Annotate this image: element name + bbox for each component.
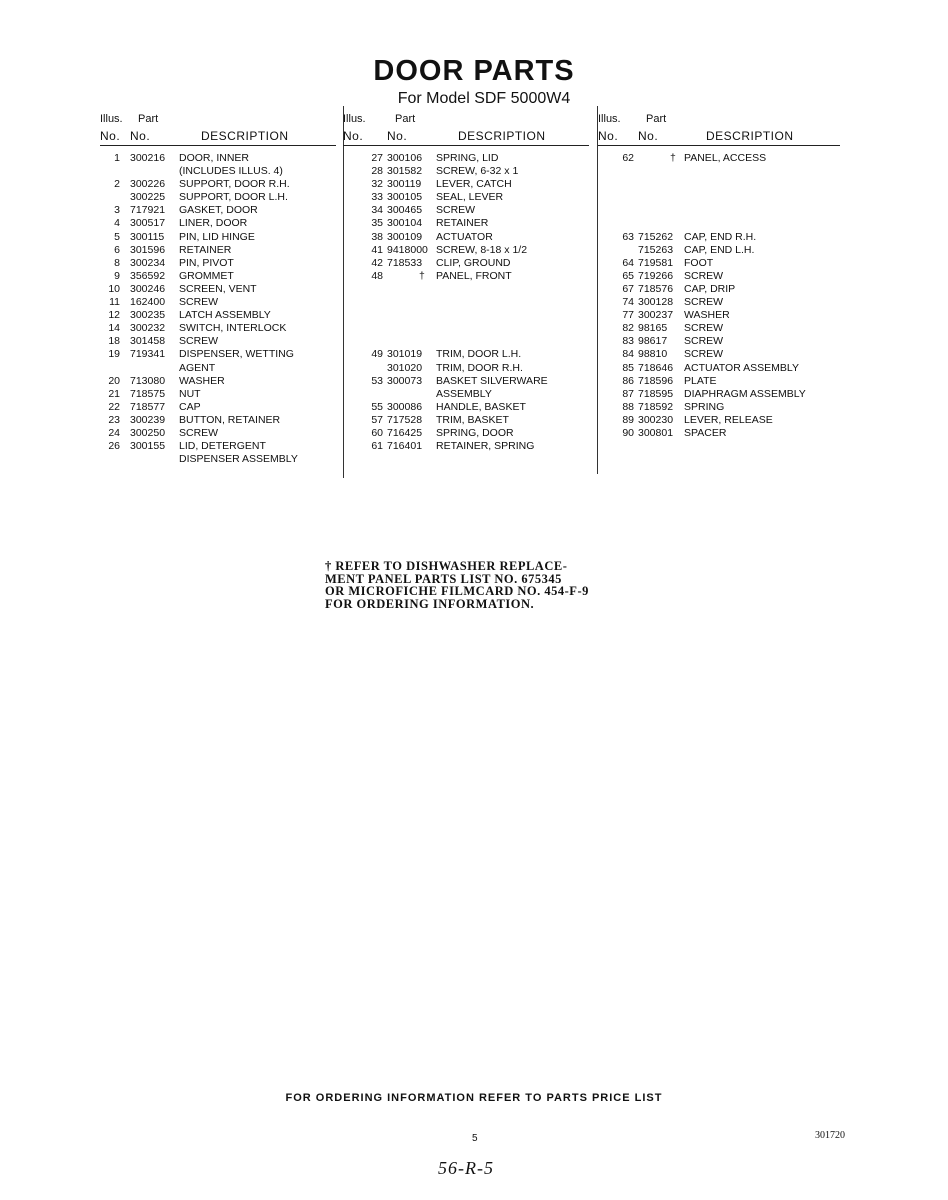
ordering-footer: FOR ORDERING INFORMATION REFER TO PARTS PRICE LIST [285, 1092, 663, 1104]
illus-no: 86 [622, 374, 634, 387]
table-row [343, 348, 589, 361]
part-no: 301020 [387, 361, 423, 374]
illus-no: 77 [622, 309, 634, 322]
part-description: CAP [179, 400, 201, 413]
part-description: SCREW [684, 322, 724, 335]
replacement-panel-note [325, 560, 625, 610]
part-description: SPRING, DOOR [436, 426, 514, 439]
part-description: LID, DETERGENT [179, 440, 266, 453]
illus-no: 21 [108, 387, 120, 400]
page-title: DOOR PARTS [373, 55, 575, 87]
part-no: 300155 [130, 440, 166, 453]
illus-no: 19 [108, 348, 120, 361]
illus-no: 64 [622, 256, 634, 269]
illus-no: 14 [108, 322, 120, 335]
illus-no: 18 [108, 335, 120, 348]
part-description: HANDLE, BASKET [436, 400, 526, 413]
illus-no: 11 [109, 296, 120, 309]
part-no: 718575 [130, 387, 166, 400]
part-no: 300246 [130, 282, 166, 295]
illus-no: 9 [114, 269, 120, 282]
part-description: ASSEMBLY [436, 387, 492, 400]
part-no: 300237 [638, 309, 674, 322]
table-row [100, 296, 336, 309]
illus-no: 26 [108, 440, 120, 453]
part-description: (INCLUDES ILLUS. 4) [179, 165, 283, 178]
illus-no: 3 [114, 204, 120, 217]
table-row [100, 231, 336, 244]
illus-no: 53 [371, 374, 383, 387]
part-description: SUPPORT, DOOR L.H. [179, 191, 288, 204]
illus-no: 35 [371, 217, 383, 230]
part-description: SCREW [684, 348, 724, 361]
part-header: Part [646, 113, 667, 125]
table-header [100, 111, 336, 146]
table-header [598, 111, 840, 146]
table-row [343, 165, 589, 178]
part-description: RETAINER, SPRING [436, 440, 535, 453]
part-description: SCREW [179, 426, 219, 439]
table-row [598, 204, 840, 217]
table-row [100, 204, 336, 217]
part-no: 300250 [130, 426, 166, 439]
part-description: ACTUATOR [436, 230, 493, 243]
illus-no: 6 [114, 243, 120, 256]
part-header: Part [138, 113, 159, 125]
illus-no: 38 [371, 230, 383, 243]
table-row [343, 335, 589, 348]
page-subtitle: For Model SDF 5000W4 [397, 90, 571, 107]
part-no: 300105 [387, 191, 423, 204]
illus-no: 4 [114, 217, 120, 230]
part-description: LINER, DOOR [179, 217, 248, 230]
part-description: GASKET, DOOR [179, 204, 258, 217]
part-no: 300104 [387, 217, 423, 230]
illus-no-header: No. [343, 129, 364, 143]
illus-no: 82 [622, 322, 634, 335]
note-line: OR MICROFICHE FILMCARD NO. 454-F-9 [325, 584, 589, 598]
illus-no: 28 [371, 165, 383, 178]
table-row [100, 244, 336, 257]
part-no: 718596 [638, 374, 674, 387]
table-row [598, 296, 840, 309]
illus-no: 62 [622, 152, 634, 164]
document-number: 301720 [815, 1130, 845, 1141]
part-description: TRIM, BASKET [436, 413, 509, 426]
part-description: AGENT [179, 361, 216, 374]
part-description: TRIM, DOOR R.H. [436, 361, 523, 374]
note-line: MENT PANEL PARTS LIST NO. 675345 [325, 571, 562, 586]
part-no: 300235 [130, 309, 166, 322]
part-no-header: No. [387, 129, 408, 143]
illus-no: 27 [371, 152, 383, 164]
part-no: 300239 [130, 413, 166, 426]
part-description: SUPPORT, DOOR R.H. [179, 178, 290, 191]
illus-no: 32 [371, 178, 383, 191]
description-header: DESCRIPTION [201, 129, 289, 143]
table-row [343, 283, 589, 296]
illus-no: 84 [622, 348, 634, 361]
illus-no: 8 [114, 256, 120, 269]
part-description: PIN, LID HINGE [179, 230, 255, 243]
table-row [100, 191, 336, 204]
part-no: 718533 [387, 256, 423, 269]
note-line: † REFER TO DISHWASHER REPLACE- [325, 559, 568, 573]
part-no: 718595 [638, 387, 674, 400]
illus-no: 10 [108, 282, 120, 295]
part-description: BUTTON, RETAINER [179, 413, 281, 426]
part-no: 719341 [130, 348, 166, 361]
table-row [343, 244, 589, 257]
table-row [100, 283, 336, 296]
part-no: 300086 [387, 400, 423, 413]
parts-table-column-2 [343, 111, 589, 453]
part-no: 716425 [387, 426, 423, 439]
table-row [343, 309, 589, 322]
illus-no: 74 [622, 296, 634, 309]
part-no: 300232 [130, 322, 166, 335]
description-header: DESCRIPTION [458, 129, 546, 143]
part-no: 300073 [387, 374, 423, 387]
parts-table-column-1 [100, 111, 336, 466]
part-description: SCREW [179, 296, 219, 309]
part-description: RETAINER [179, 243, 232, 256]
illus-no: 88 [622, 400, 634, 413]
part-description: NUT [179, 387, 201, 400]
part-no: 300230 [638, 413, 674, 426]
illus-header: Illus. [343, 113, 366, 125]
part-description: PANEL, FRONT [436, 269, 512, 282]
table-row [598, 414, 840, 427]
part-no: † [670, 152, 676, 164]
table-row [343, 401, 589, 414]
table-row [343, 440, 589, 453]
part-header: Part [395, 113, 416, 125]
illus-no: 57 [371, 413, 383, 426]
part-no: 300119 [387, 178, 422, 191]
part-description: RETAINER [436, 217, 489, 230]
part-no: 717528 [387, 413, 423, 426]
part-description: SEAL, LEVER [436, 191, 504, 204]
part-no: 162400 [130, 296, 166, 309]
part-no: 713080 [130, 374, 166, 387]
table-row [343, 217, 589, 230]
table-row [598, 270, 840, 283]
table-row [598, 283, 840, 296]
part-description: CLIP, GROUND [436, 256, 511, 269]
illus-no: 49 [371, 348, 383, 361]
table-row [598, 388, 840, 401]
table-row [598, 257, 840, 270]
part-description: SPRING, LID [436, 152, 499, 164]
part-description: PANEL, ACCESS [684, 152, 767, 164]
illus-no: 90 [622, 426, 634, 439]
table-row [343, 270, 589, 283]
part-description: SCREW [684, 269, 724, 282]
table-row [343, 322, 589, 335]
part-description: SWITCH, INTERLOCK [179, 322, 287, 335]
part-no: 301458 [130, 335, 166, 348]
table-row [343, 362, 589, 375]
illus-no-header: No. [100, 129, 121, 143]
table-row [100, 257, 336, 270]
table-row [343, 427, 589, 440]
table-row [100, 362, 336, 375]
part-no: 718646 [638, 361, 674, 374]
table-row [343, 204, 589, 217]
parts-table-column-3 [598, 111, 840, 440]
table-row [343, 231, 589, 244]
table-row [598, 165, 840, 178]
part-no: 719581 [638, 256, 674, 269]
table-row [100, 165, 336, 178]
table-row [598, 335, 840, 348]
part-no: 301019 [387, 348, 423, 361]
table-row [343, 191, 589, 204]
part-no: 300517 [130, 217, 166, 230]
table-row [598, 401, 840, 414]
illus-no: 20 [108, 374, 120, 387]
illus-no: 55 [371, 400, 383, 413]
illus-no: 60 [371, 426, 383, 439]
part-description: SCREW, 6-32 x 1 [436, 165, 519, 178]
illus-no: 22 [108, 400, 120, 413]
part-description: SCREW [436, 204, 476, 217]
part-no: 300216 [130, 152, 166, 164]
part-description: SCREW [684, 335, 724, 348]
table-row [100, 414, 336, 427]
part-no: 715262 [638, 230, 674, 243]
part-description: GROMMET [179, 269, 234, 282]
part-no: 9418000 [387, 243, 428, 256]
page-number: 5 [472, 1133, 478, 1144]
part-no: 301596 [130, 243, 166, 256]
part-no: 98810 [638, 348, 668, 361]
part-description: CAP, END L.H. [684, 243, 755, 256]
part-description: SCREW [179, 335, 219, 348]
illus-no: 33 [371, 191, 383, 204]
table-row [100, 388, 336, 401]
table-row [100, 348, 336, 361]
part-no-header: No. [130, 129, 151, 143]
part-no: 300109 [387, 230, 423, 243]
part-no: 718577 [130, 400, 166, 413]
table-row [100, 440, 336, 453]
table-row [100, 152, 336, 165]
part-no: 301582 [387, 165, 423, 178]
part-description: SCREEN, VENT [179, 282, 257, 295]
table-row [598, 375, 840, 388]
illus-no: 12 [108, 309, 120, 322]
table-row [343, 388, 589, 401]
illus-no-header: No. [598, 129, 619, 143]
part-no: 300128 [638, 296, 674, 309]
part-description: DISPENSER, WETTING [179, 348, 294, 361]
table-row [343, 152, 589, 165]
part-no: 300106 [387, 152, 423, 164]
table-row [343, 257, 589, 270]
part-description: PIN, PIVOT [179, 256, 234, 269]
handwritten-mark: 56-R-5 [438, 1158, 494, 1178]
table-row [598, 348, 840, 361]
part-description: CAP, DRIP [684, 282, 736, 295]
table-row [100, 375, 336, 388]
table-row [100, 270, 336, 283]
illus-no: 67 [622, 282, 634, 295]
table-row [598, 427, 840, 440]
illus-no: 83 [622, 335, 634, 348]
part-description: TRIM, DOOR L.H. [436, 348, 522, 361]
description-header: DESCRIPTION [706, 129, 794, 143]
part-no: 300115 [130, 230, 165, 243]
part-description: LEVER, RELEASE [684, 413, 773, 426]
table-row [100, 217, 336, 230]
part-description: PLATE [684, 374, 717, 387]
table-row [100, 453, 336, 466]
illus-no: 63 [622, 230, 634, 243]
part-no: 718576 [638, 282, 674, 295]
illus-header: Illus. [100, 113, 123, 125]
part-no: 717921 [130, 204, 166, 217]
table-row [100, 401, 336, 414]
part-no-header: No. [638, 129, 659, 143]
part-description: DOOR, INNER [179, 152, 250, 164]
part-no: 356592 [130, 269, 166, 282]
part-description: DIAPHRAGM ASSEMBLY [684, 387, 806, 400]
part-description: SPACER [684, 426, 727, 439]
part-no: 300234 [130, 256, 166, 269]
table-row [100, 427, 336, 440]
table-row [598, 231, 840, 244]
table-row [598, 152, 840, 165]
part-no: 300465 [387, 204, 423, 217]
table-row [100, 335, 336, 348]
part-description: CAP, END R.H. [684, 230, 757, 243]
part-no: 98165 [638, 322, 668, 335]
table-header [343, 111, 589, 146]
table-row [598, 217, 840, 230]
part-description: SCREW, 8-18 x 1/2 [436, 243, 528, 256]
table-row [598, 191, 840, 204]
table-row [598, 244, 840, 257]
illus-no: 5 [114, 230, 120, 243]
part-description: FOOT [684, 256, 714, 269]
part-no: 719266 [638, 269, 674, 282]
part-description: SCREW [684, 296, 724, 309]
table-row [598, 322, 840, 335]
illus-no: 1 [114, 152, 120, 164]
table-row [598, 178, 840, 191]
part-no: † [419, 269, 425, 282]
table-row [343, 375, 589, 388]
part-description: LATCH ASSEMBLY [179, 309, 271, 322]
illus-no: 48 [371, 269, 383, 282]
table-row [100, 322, 336, 335]
table-row [343, 414, 589, 427]
illus-no: 23 [108, 413, 120, 426]
note-line: FOR ORDERING INFORMATION. [325, 596, 535, 611]
part-description: DISPENSER ASSEMBLY [179, 453, 298, 466]
illus-no: 65 [622, 269, 634, 282]
table-row [100, 309, 336, 322]
illus-no: 2 [114, 178, 120, 191]
part-no: 716401 [387, 440, 423, 453]
illus-no: 89 [622, 413, 634, 426]
table-row [100, 178, 336, 191]
part-description: LEVER, CATCH [436, 178, 512, 191]
part-no: 300226 [130, 178, 166, 191]
illus-no: 85 [622, 361, 634, 374]
part-no: 718592 [638, 400, 674, 413]
table-row [343, 296, 589, 309]
illus-no: 34 [371, 204, 383, 217]
illus-no: 24 [108, 426, 120, 439]
table-row [598, 362, 840, 375]
part-description: WASHER [179, 374, 225, 387]
part-description: SPRING [684, 400, 725, 413]
part-description: ACTUATOR ASSEMBLY [684, 361, 799, 374]
illus-no: 87 [622, 387, 634, 400]
table-row [598, 309, 840, 322]
illus-header: Illus. [598, 113, 621, 125]
illus-no: 42 [371, 256, 383, 269]
part-no: 300225 [130, 191, 166, 204]
part-no: 300801 [638, 426, 674, 439]
illus-no: 41 [371, 243, 383, 256]
illus-no: 61 [371, 440, 383, 453]
part-description: BASKET SILVERWARE [436, 374, 548, 387]
part-description: WASHER [684, 309, 730, 322]
part-no: 98617 [638, 335, 668, 348]
table-row [343, 178, 589, 191]
part-no: 715263 [638, 243, 674, 256]
